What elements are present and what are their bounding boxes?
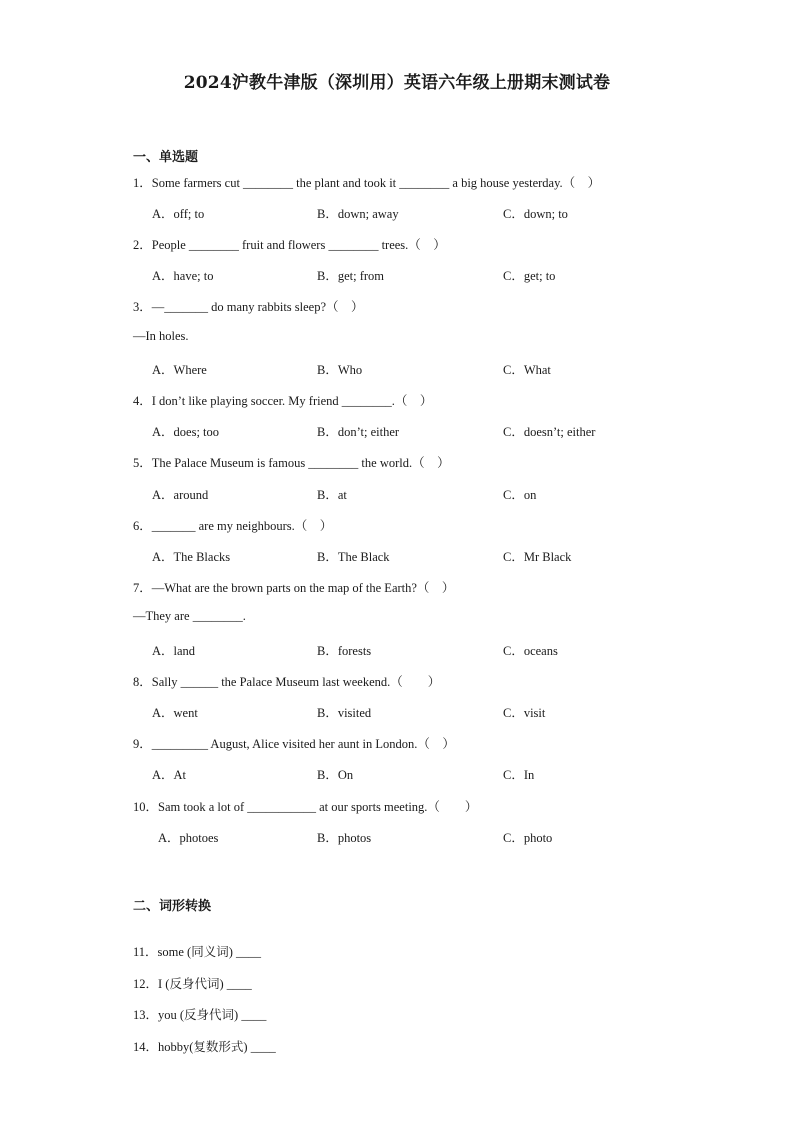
word-form-question: 11．some (同义词) ____ [133, 945, 261, 959]
question-stem: 8．Sally ______ the Palace Museum last weekend.（ ） [133, 675, 441, 689]
option-b: B．photos [317, 831, 372, 845]
option-a: A．The Blacks [152, 550, 231, 564]
question-stem: 7．—What are the brown parts on the map of the Earth?（ ） [133, 581, 455, 595]
question-stem: 4．I don’t like playing soccer. My friend ________.（ ） [133, 394, 433, 408]
option-c: C．photo [503, 831, 553, 845]
option-a: A．off; to [152, 207, 205, 221]
option-a: A．photoes [158, 831, 219, 845]
option-b: B．The Black [317, 550, 390, 564]
question-stem: 9．_________ August, Alice visited her aunt in London.（ ） [133, 737, 455, 751]
option-b: B．Who [317, 363, 363, 377]
option-c: C．In [503, 768, 535, 782]
section-heading-word-forms: 二、词形转换 [133, 899, 212, 914]
option-b: B．at [317, 488, 347, 502]
option-a: A．have; to [152, 269, 214, 283]
option-c: C．What [503, 363, 551, 377]
option-b: B．get; from [317, 269, 385, 283]
option-a: A．does; too [152, 425, 220, 439]
option-a: A．around [152, 488, 209, 502]
option-b: B．don’t; either [317, 425, 400, 439]
question-stem: 5．The Palace Museum is famous ________ the world.（ ） [133, 456, 450, 470]
question-stem: 10．Sam took a lot of ___________ at our sports meeting.（ ） [133, 800, 478, 814]
option-c: C．down; to [503, 207, 568, 221]
question-stem: 6．_______ are my neighbours.（ ） [133, 519, 333, 533]
word-form-question: 12．I (反身代词) ____ [133, 977, 252, 991]
exam-title: 2024沪教牛津版（深圳用）英语六年级上册期末测试卷 [183, 73, 611, 93]
option-c: C．on [503, 488, 537, 502]
word-form-question: 14．hobby(复数形式) ____ [133, 1040, 276, 1054]
option-b: B．visited [317, 706, 372, 720]
option-c: C．get; to [503, 269, 556, 283]
section-heading-single-choice: 一、单选题 [133, 150, 199, 165]
word-form-question: 13．you (反身代词) ____ [133, 1008, 267, 1022]
option-a: A．At [152, 768, 187, 782]
question-stem: 3．—_______ do many rabbits sleep?（ ） [133, 300, 364, 314]
option-c: C．Mr Black [503, 550, 572, 564]
option-b: B．On [317, 768, 354, 782]
answer-line: —In holes. [133, 329, 189, 343]
option-a: A．Where [152, 363, 207, 377]
answer-line: —They are ________. [133, 609, 246, 623]
option-a: A．land [152, 644, 196, 658]
option-c: C．visit [503, 706, 546, 720]
option-a: A．went [152, 706, 198, 720]
question-stem: 1．Some farmers cut ________ the plant and took it ________ a big house yesterday.（ ） [133, 176, 601, 190]
option-b: B．forests [317, 644, 372, 658]
option-b: B．down; away [317, 207, 399, 221]
option-c: C．doesn’t; either [503, 425, 596, 439]
option-c: C．oceans [503, 644, 558, 658]
question-stem: 2．People ________ fruit and flowers ________ trees.（ ） [133, 238, 446, 252]
